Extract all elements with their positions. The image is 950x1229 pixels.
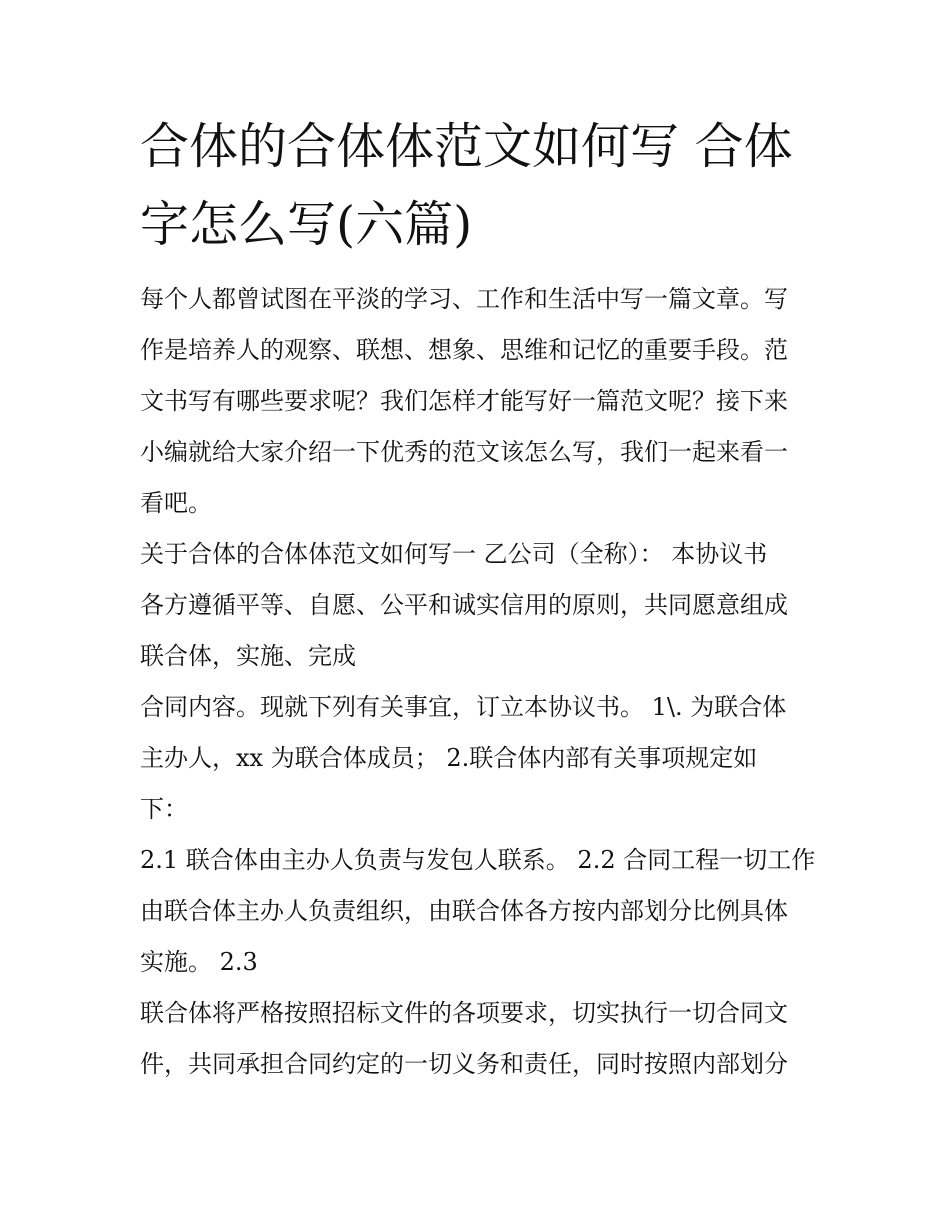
body-line: 下： <box>140 795 188 823</box>
body-line: 各方遵循平等、自愿、公平和诚实信用的原则，共同愿意组成 <box>140 591 788 619</box>
body-line: 联合体，实施、完成 <box>140 642 356 670</box>
body-line: 联合体将严格按照招标文件的各项要求，切实执行一切合同文 <box>140 999 788 1027</box>
body-line: 小编就给大家介绍一下优秀的范文该怎么写，我们一起来看一 <box>140 438 788 466</box>
body-line: 文书写有哪些要求呢？我们怎样才能写好一篇范文呢？接下来 <box>140 387 788 415</box>
body-line: 件，共同承担合同约定的一切义务和责任，同时按照内部划分 <box>140 1050 788 1078</box>
body-line: 看吧。 <box>140 489 212 517</box>
title-line: 合体的合体体范文如何写 合体 <box>140 118 793 175</box>
title-line: 字怎么写(六篇) <box>140 196 473 253</box>
document-body <box>140 274 830 1090</box>
body-line: 关于合体的合体体范文如何写一 乙公司（全称）： 本协议书 <box>140 540 768 568</box>
body-line: 由联合体主办人负责组织，由联合体各方按内部划分比例具体 <box>140 897 788 925</box>
body-line: 作是培养人的观察、联想、想象、思维和记忆的重要手段。范 <box>140 336 788 364</box>
document-title <box>140 108 830 264</box>
body-line: 主办人，xx 为联合体成员； 2.联合体内部有关事项规定如 <box>140 744 758 772</box>
body-line: 2.1 联合体由主办人负责与发包人联系。 2.2 合同工程一切工作 <box>140 846 816 874</box>
body-line: 每个人都曾试图在平淡的学习、工作和生活中写一篇文章。写 <box>140 285 788 313</box>
body-line: 实施。 2.3 <box>140 948 258 976</box>
body-line: 合同内容。现就下列有关事宜，订立本协议书。 1\. 为联合体 <box>140 693 787 721</box>
